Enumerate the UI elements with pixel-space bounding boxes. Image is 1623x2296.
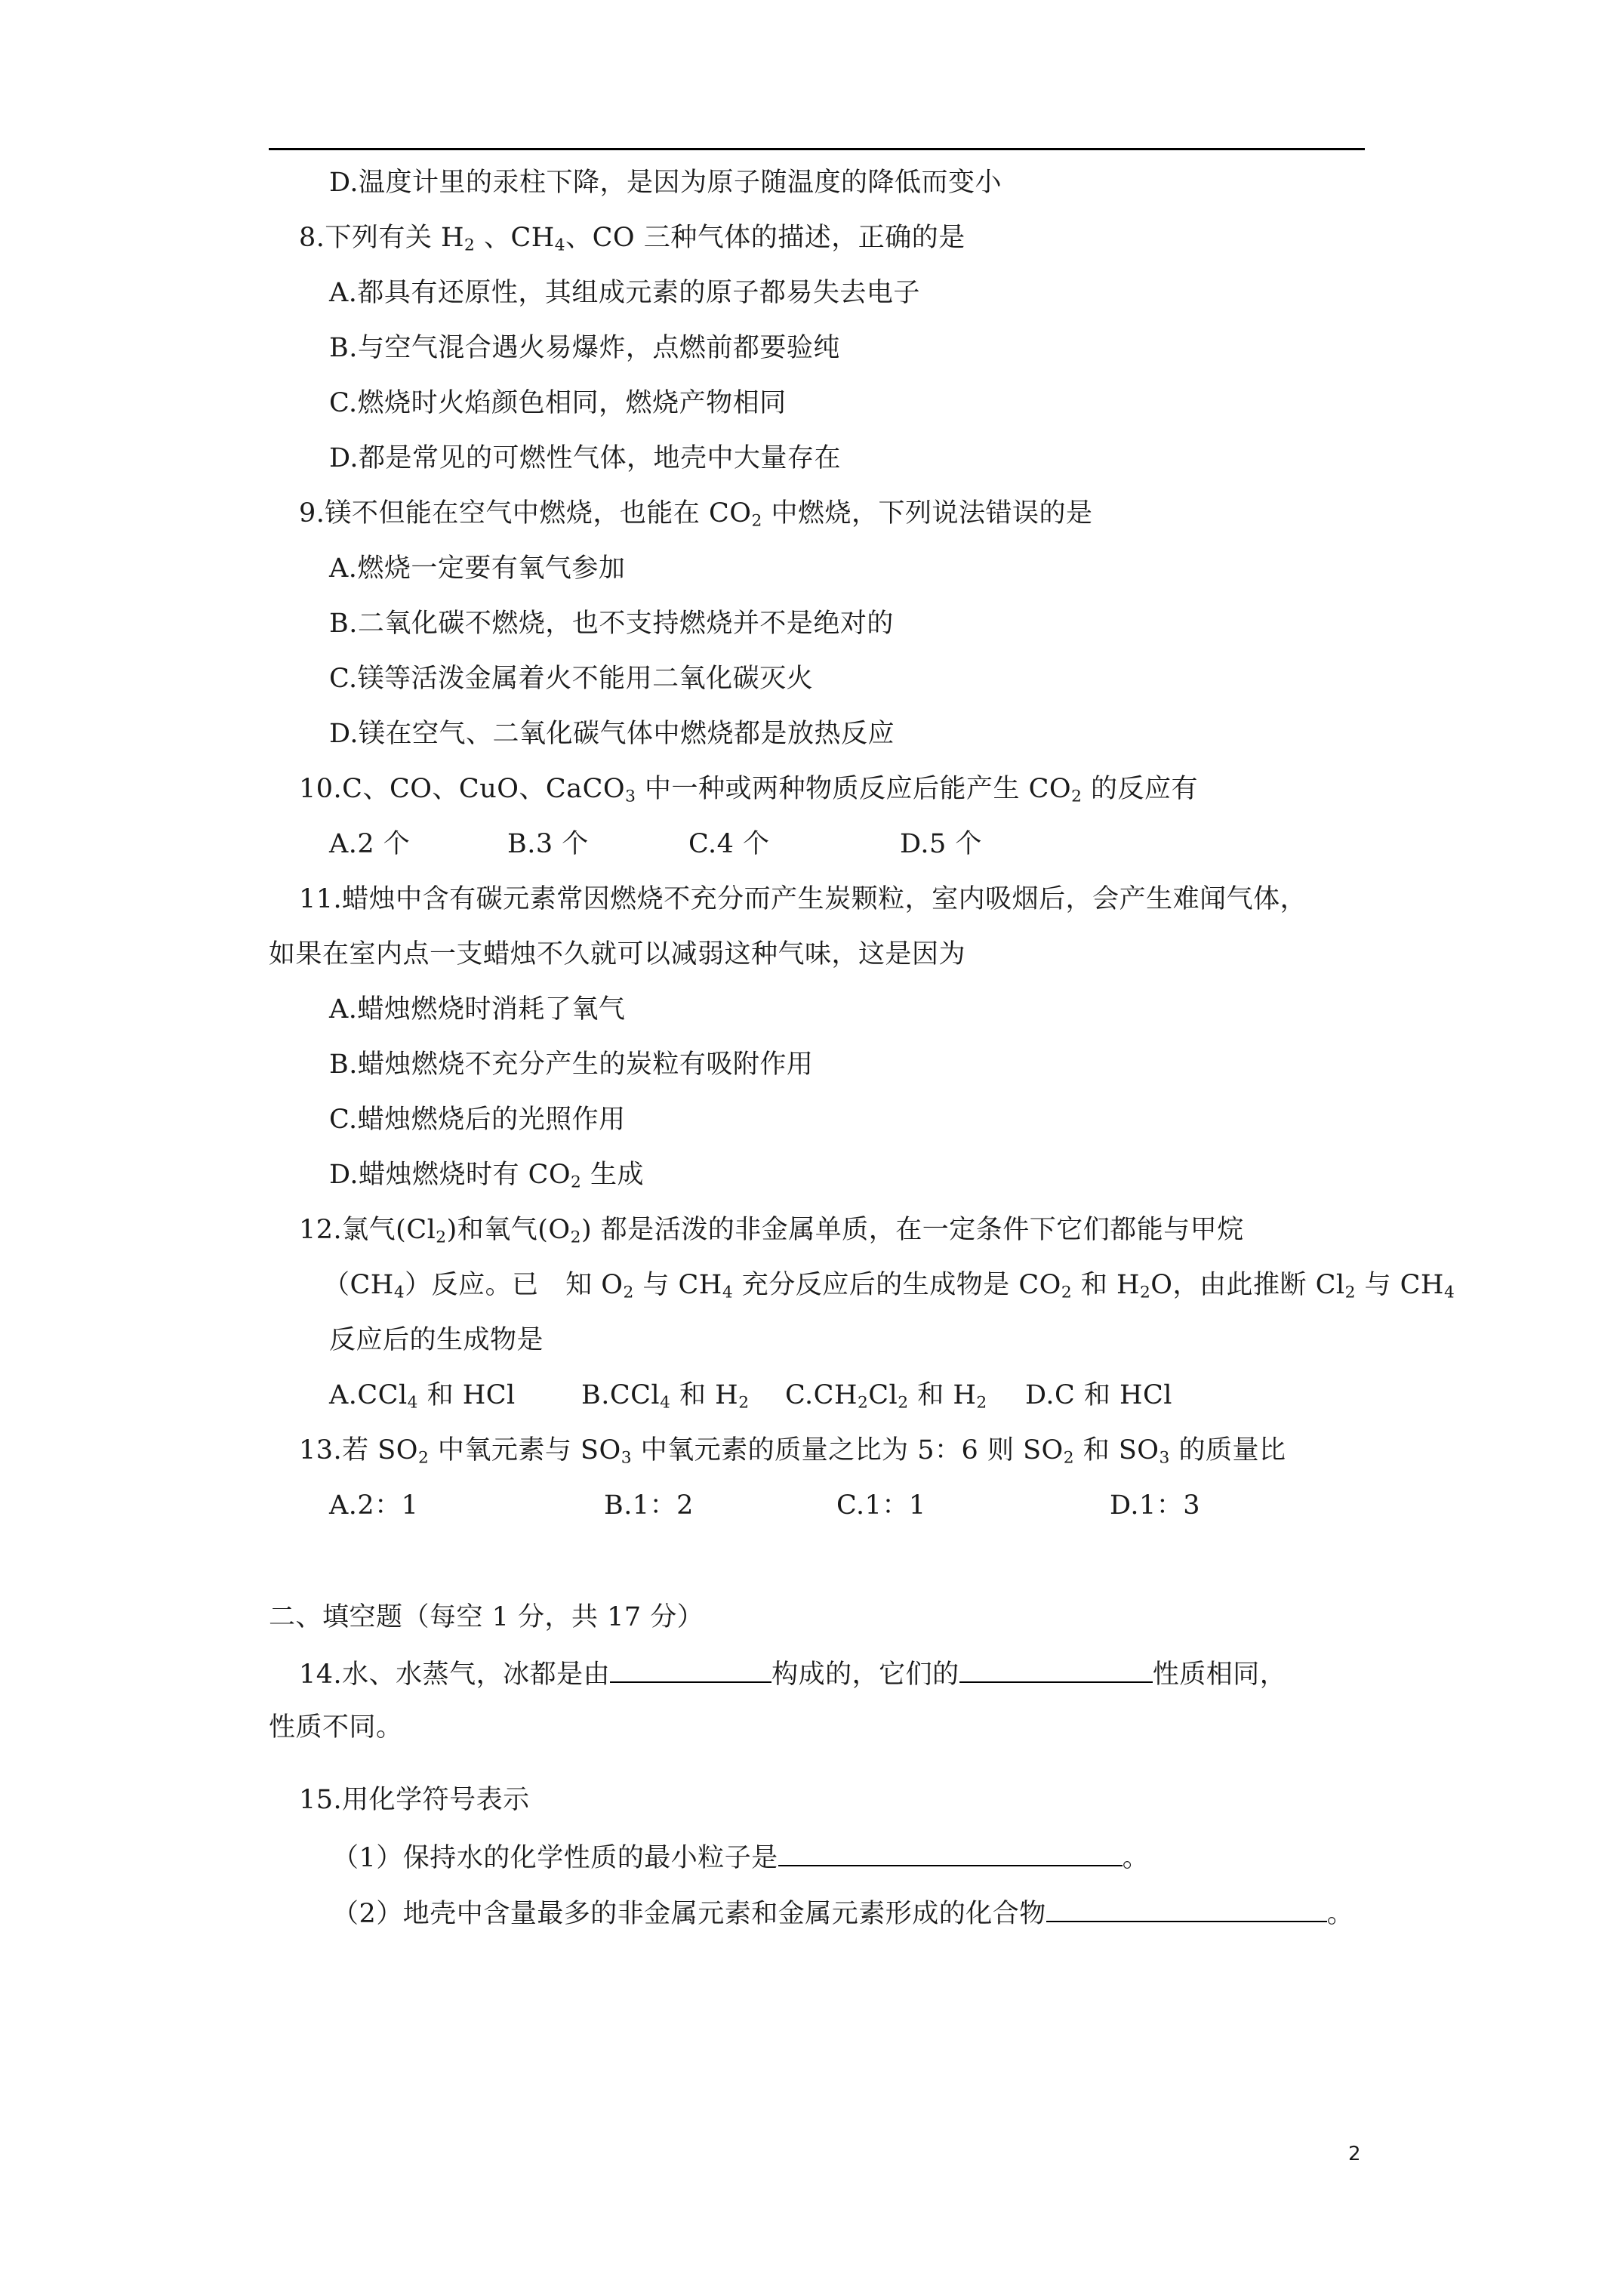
q15-sub2: （2）地壳中含量最多的非金属元素和金属元素形成的化合物 。 xyxy=(332,1895,1354,1931)
q14-line1: 14.水、水蒸气，冰都是由 构成的，它们的 性质相同， xyxy=(299,1656,1286,1691)
q11-stem-line2: 如果在室内点一支蜡烛不久就可以减弱这种气味，这是因为 xyxy=(269,939,966,969)
q15-sub1: （1）保持水的化学性质的最小粒子是 。 xyxy=(332,1839,1149,1875)
q11-option-d: D.蜡烛燃烧时有 $CO_2$ 生成 xyxy=(329,1160,644,1192)
page-number: 2 xyxy=(1348,2143,1361,2165)
q12-stem-line2: $(CH_4)$反应。已 知 $O_2$ 与 $CH_4$ 充分反应后的生成物是 $CO_2$ 和 $H_2O$，由此推断 $Cl_2$ 与 $CH_4$ xyxy=(323,1270,1455,1302)
q10-stem: 10.C、CO、CuO、CaCO$_3$ 中一种或两种物质反应后能产生 $CO_2$ 的反应有 xyxy=(299,774,1199,806)
q9-option-a: A.燃烧一定要有氧气参加 xyxy=(329,553,626,584)
q9-option-d: D.镁在空气、二氧化碳气体中燃烧都是放热反应 xyxy=(329,719,895,749)
q12-option-b: B.CCl$_4$ 和 $H_2$ xyxy=(581,1380,750,1413)
q13-option-a: A.2：1 xyxy=(329,1490,419,1521)
q11-stem-line1: 11.蜡烛中含有碳元素常因燃烧不充分而产生炭颗粒，室内吸烟后，会产生难闻气体， xyxy=(299,884,1307,914)
q12-option-a: A.CCl$_4$ 和 HCl xyxy=(329,1380,516,1413)
q13-option-d: D.1：3 xyxy=(1110,1490,1200,1521)
q12-stem-line1: 12.氯气$(Cl_2)$和氧气$(O_2)$ 都是活泼的非金属单质，在一定条件下它们都能与甲烷 xyxy=(299,1215,1244,1247)
q10-option-a: A.2 个 xyxy=(329,829,411,859)
q14-blank-1[interactable] xyxy=(610,1656,771,1683)
section-title-fill-blank: 二、填空题（每空 1 分，共 17 分） xyxy=(269,1602,704,1632)
q9-option-c: C.镁等活泼金属着火不能用二氧化碳灭火 xyxy=(329,664,814,694)
q10-option-b: B.3 个 xyxy=(507,829,589,859)
q11-option-c: C.蜡烛燃烧后的光照作用 xyxy=(329,1105,626,1135)
q13-option-b: B.1：2 xyxy=(604,1490,694,1521)
q8-option-c: C.燃烧时火焰颜色相同，燃烧产物相同 xyxy=(329,388,787,418)
q14-line2: 性质不同。 xyxy=(269,1712,403,1743)
q9-stem: 9.镁不但能在空气中燃烧，也能在 $CO_2$ 中燃烧，下列说法错误的是 xyxy=(299,498,1093,531)
q11-option-a: A.蜡烛燃烧时消耗了氧气 xyxy=(329,994,626,1025)
q12-option-d: D.C 和 HCl xyxy=(1025,1380,1172,1410)
q9-option-b: B.二氧化碳不燃烧，也不支持燃烧并不是绝对的 xyxy=(329,609,894,639)
q8-option-d: D.都是常见的可燃性气体，地壳中大量存在 xyxy=(329,443,841,473)
q14-blank-2[interactable] xyxy=(959,1656,1153,1683)
q12-option-c: $C.CH_2Cl_2$ 和 $H_2$ xyxy=(785,1380,987,1413)
q10-option-d: D.5 个 xyxy=(900,829,982,859)
q8-stem: 8.下列有关 $H_2$ 、$CH_4$、CO 三种气体的描述，正确的是 xyxy=(299,223,965,255)
q11-option-b: B.蜡烛燃烧不充分产生的炭粒有吸附作用 xyxy=(329,1049,814,1080)
q15-blank-2[interactable] xyxy=(1046,1895,1327,1922)
q15-blank-1[interactable] xyxy=(778,1839,1123,1866)
header-rule xyxy=(269,148,1365,150)
q8-option-a: A.都具有还原性，其组成元素的原子都易失去电子 xyxy=(329,278,920,308)
q15-stem: 15.用化学符号表示 xyxy=(299,1785,530,1815)
q7-option-d: D.温度计里的汞柱下降，是因为原子随温度的降低而变小 xyxy=(329,168,1002,198)
q12-stem-line3: 反应后的生成物是 xyxy=(329,1325,544,1355)
q13-option-c: C.1：1 xyxy=(836,1490,926,1521)
q10-option-c: C.4 个 xyxy=(688,829,770,859)
q13-stem: 13.若 $SO_2$ 中氧元素与 $SO_3$ 中氧元素的质量之比为 5：6 则 $SO_2$ 和 $SO_3$ 的质量比 xyxy=(299,1435,1286,1468)
q8-option-b: B.与空气混合遇火易爆炸，点燃前都要验纯 xyxy=(329,333,840,363)
